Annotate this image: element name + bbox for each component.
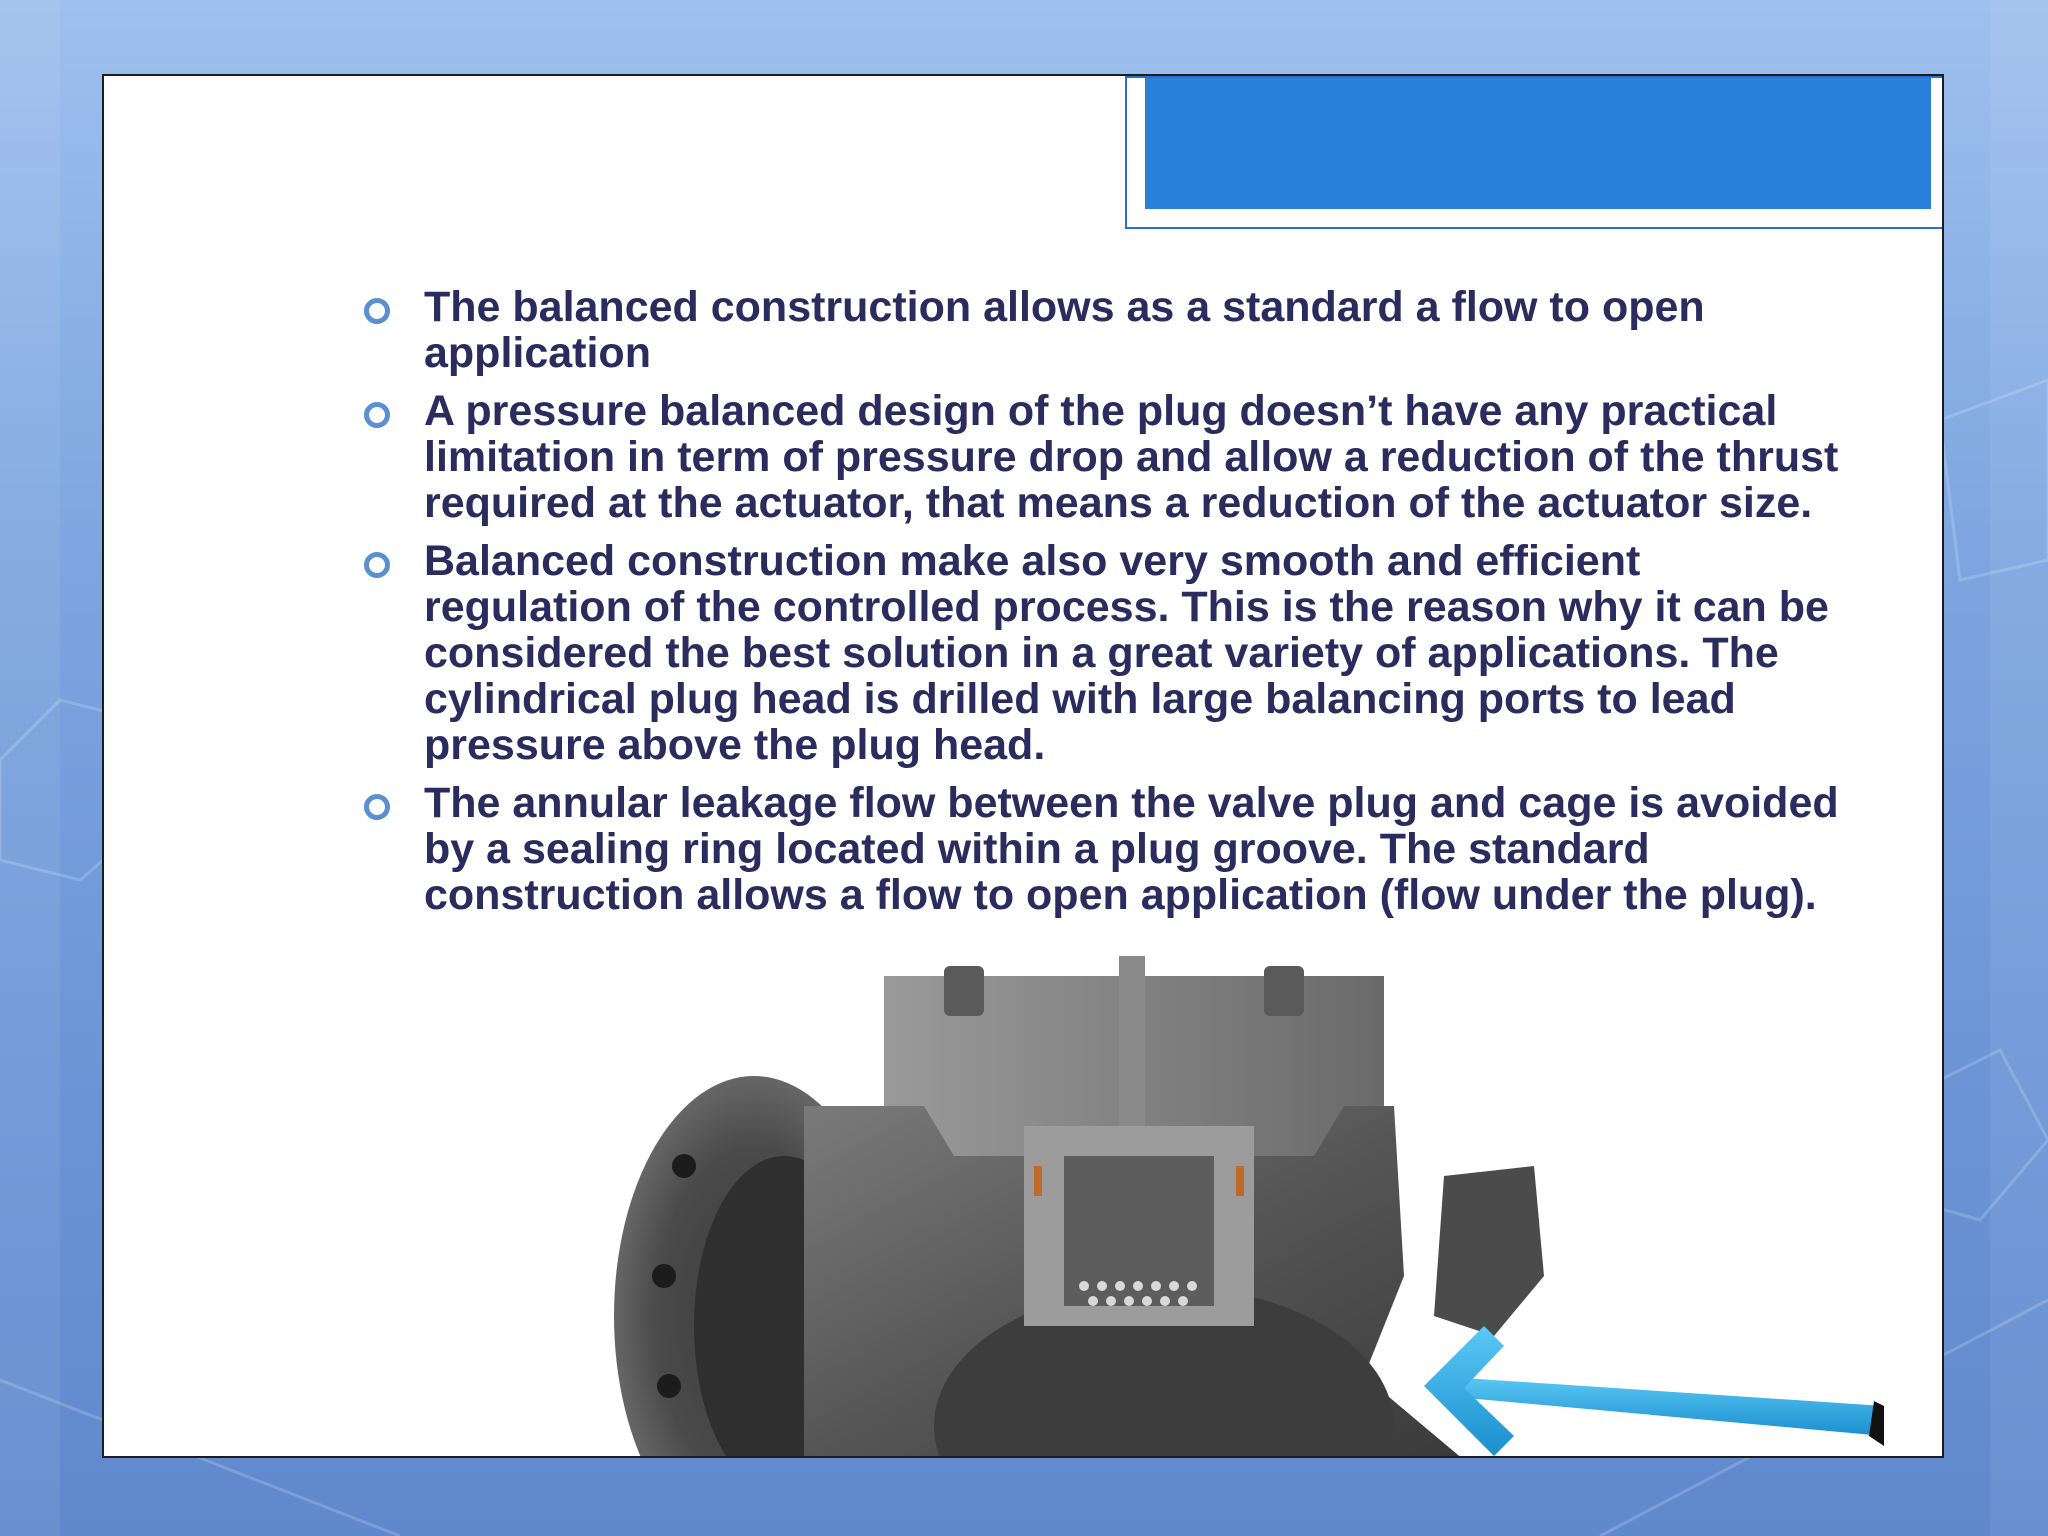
bullet-text: The annular leakage flow between the valve plug and cage is avoided by a sealing ring located within a plug groove. The standard construction allows a flow to open application (flow under the plug).	[424, 779, 1839, 919]
bullet-text: Balanced construction make also very smooth and efficient regulation of the controlled process. This is the reason why it can be considered the best solution in a great variety of applications. The cylindrical plug head is drilled with large balancing ports to lead pressure above the plug head.	[424, 537, 1829, 769]
bullet-text: The balanced construction allows as a standard a flow to open application	[424, 283, 1705, 377]
ring-bullet-icon	[364, 402, 390, 428]
valve-cutaway-image	[384, 956, 1904, 1458]
slide	[102, 74, 1944, 1458]
ring-bullet-icon	[364, 794, 390, 820]
valve-stem	[1119, 956, 1145, 1136]
title-banner	[1145, 78, 1931, 209]
bullet-item	[360, 284, 1840, 376]
ring-bullet-icon	[364, 552, 390, 578]
bullet-item	[360, 780, 1840, 918]
ring-bullet-icon	[364, 298, 390, 324]
bullet-item	[360, 388, 1840, 526]
flow-arrow-icon	[1424, 1326, 1884, 1456]
title-placeholder	[1125, 76, 1944, 229]
bullet-item	[360, 538, 1840, 768]
bullet-list	[360, 284, 1840, 930]
bullet-text: A pressure balanced design of the plug doesn’t have any practical limitation in term of pressure drop and allow a reduction of the thrust required at the actuator, that means a reduction of the actuator size.	[424, 387, 1839, 527]
